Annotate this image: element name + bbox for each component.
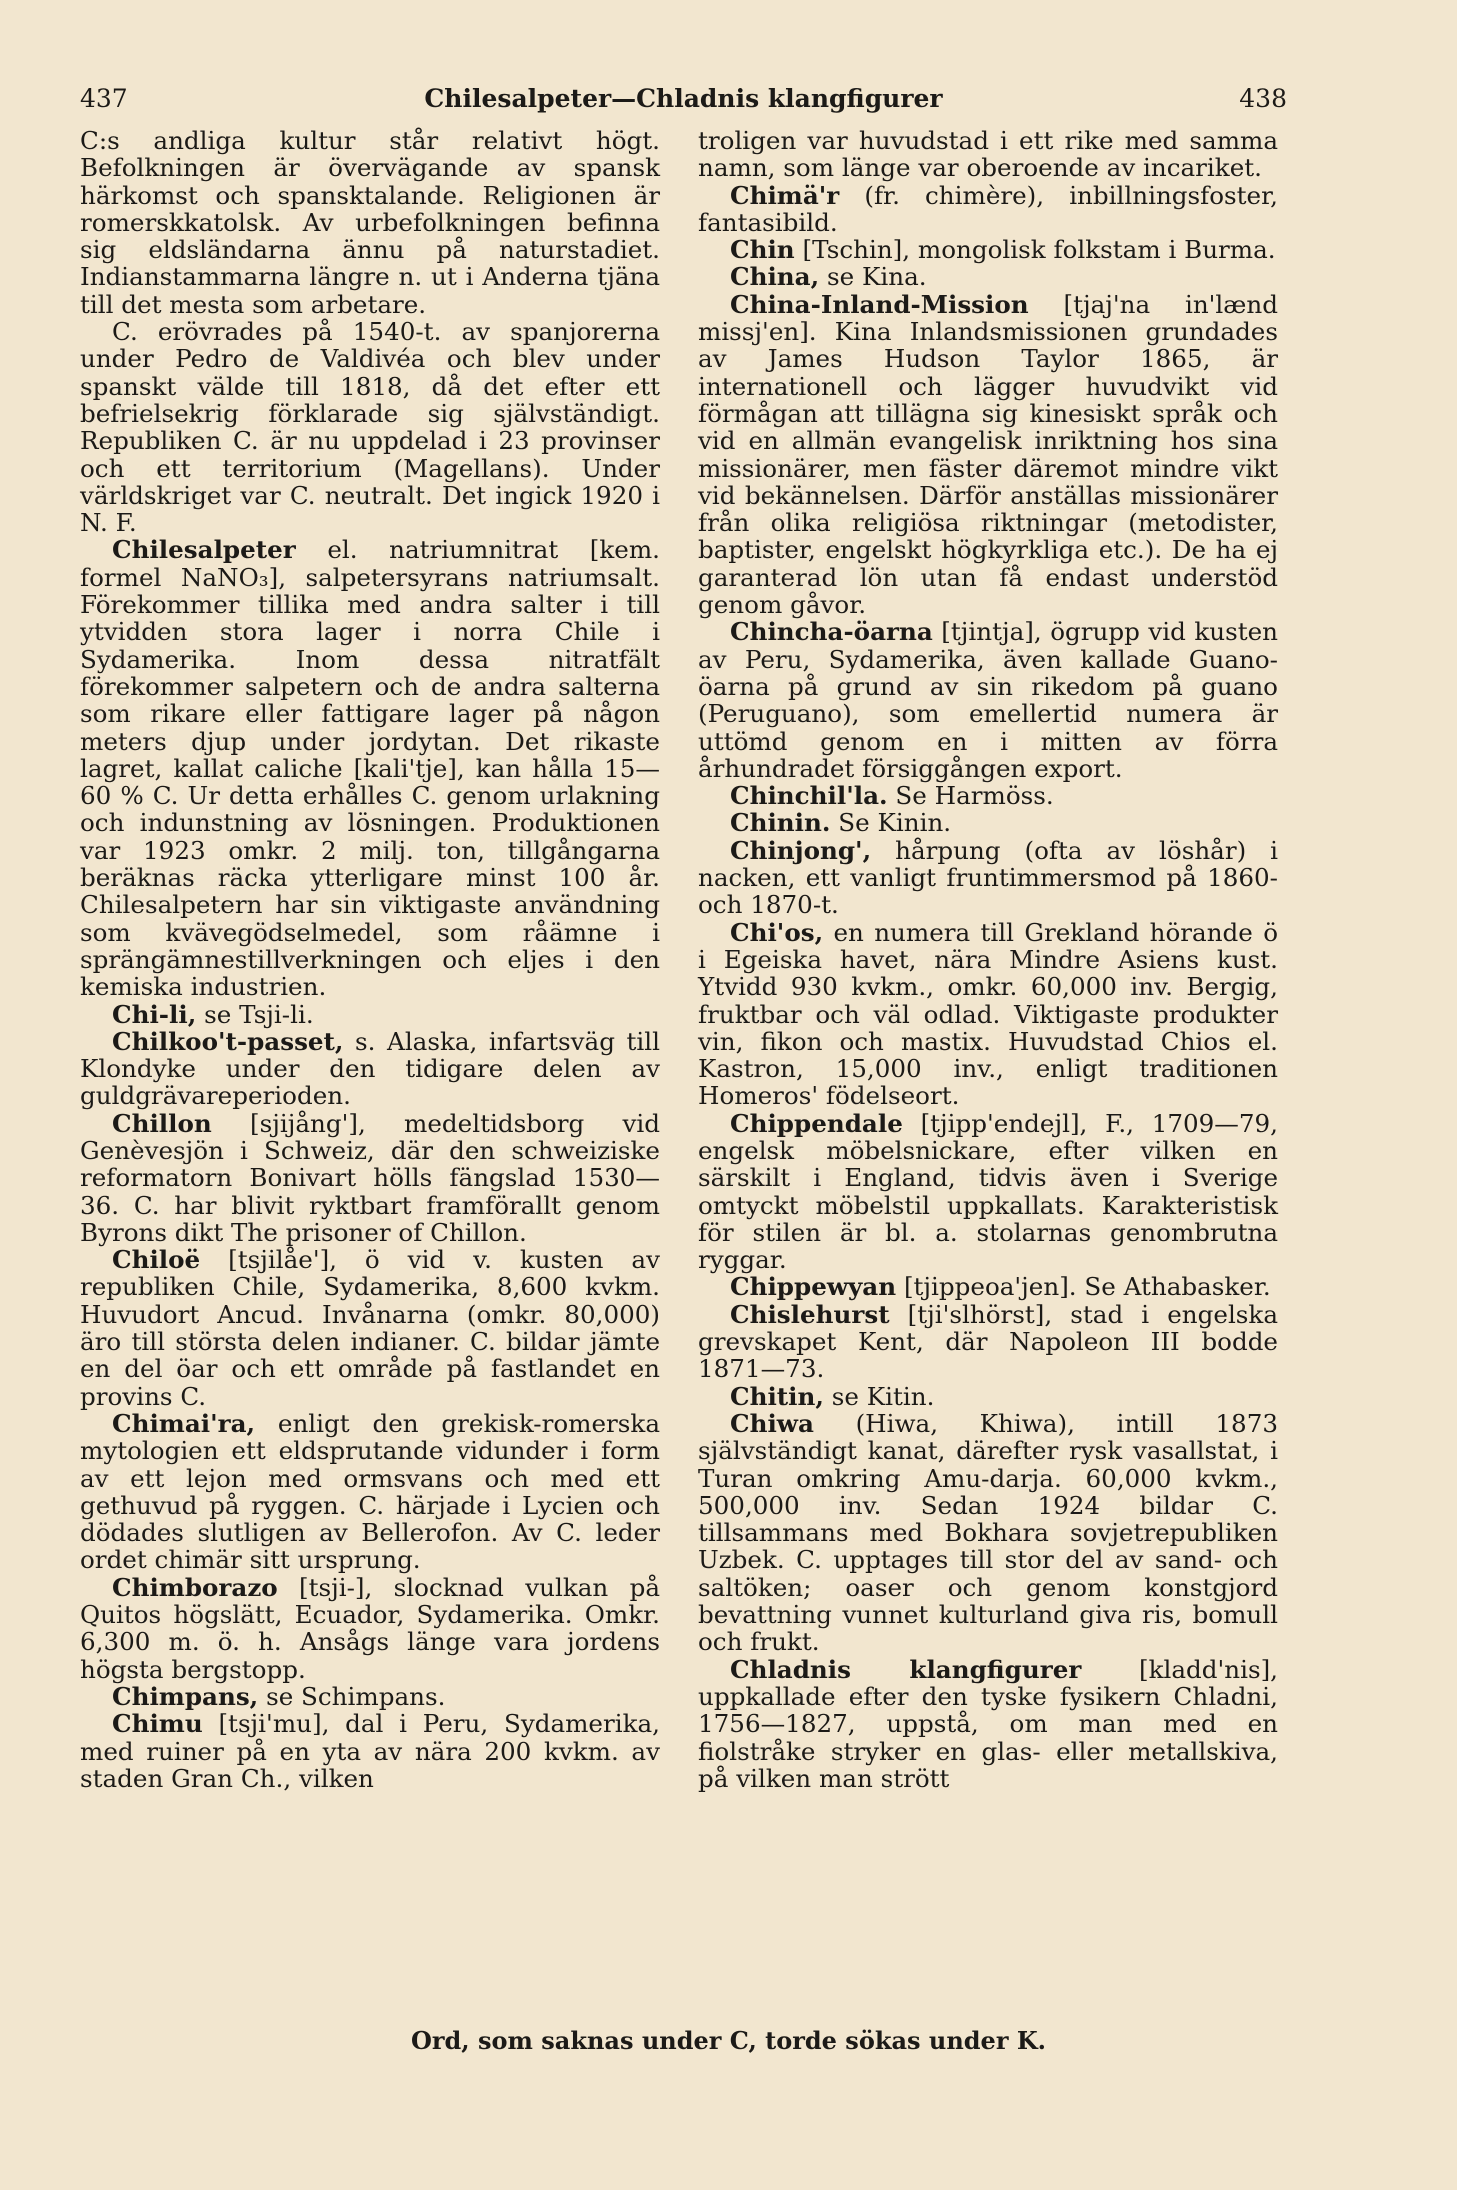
entry-text: enligt den grekisk-romerska mytologien ett eldsprutande vidunder i form av ett lejon med ormsvans och med ett gethuvud på ryggen. C. härjade i Lycien och dödades slutligen av Bellerofon. Av C. leder ordet chimär sitt ursprung.: [80, 1408, 660, 1575]
entry-text: [tsjilåe'], ö vid v. kusten av republiken Chile, Sydamerika, 8,600 kvkm. Huvudort Ancud. Invånarna (omkr. 80,000) äro till största delen indianer. C. bildar jämte en del öar och ett område på fastlandet en provins C.: [80, 1245, 660, 1411]
entry-text: [tjaj'na in'lænd missj'en]. Kina Inlandsmissionen grundades av James Hudson Taylor 1865, är internationell och lägger huvudvikt vid förmågan att tillägna sig kinesiskt språk och vid en allmän evangelisk inriktning hos sina missionärer, men fäster däremot mindre vikt vid bekännelsen. Därför anställas missionärer från olika religiösa riktningar (metodister, baptister, engelskt högkyrkliga etc.). De ha ej garanterad lön utan få endast understöd genom gåvor.: [698, 289, 1278, 620]
dictionary-entry: [698, 919, 1278, 1110]
dictionary-entry: [698, 1656, 1278, 1792]
entry-headword: Chimai'ra,: [112, 1408, 256, 1438]
entry-headword: China,: [730, 262, 820, 292]
entry-headword: Chinjong',: [730, 835, 872, 865]
dictionary-entry: [698, 618, 1278, 782]
dictionary-entry: [698, 236, 1278, 263]
dictionary-entry: [80, 1246, 660, 1410]
entry-headword: Chilesalpeter: [112, 535, 296, 565]
page-number-right: 438: [1239, 84, 1287, 113]
entry-headword: Chillon: [112, 1108, 212, 1138]
dictionary-entry: [80, 1574, 660, 1683]
dictionary-entry: [698, 291, 1278, 619]
entry-headword: Chippewyan: [730, 1272, 897, 1302]
entry-text: [tsji'mu], dal i Peru, Sydamerika, med ruiner på en yta av nära 200 kvkm. av staden Gran Ch., vilken: [80, 1709, 660, 1793]
dictionary-entry: [80, 536, 660, 1000]
entry-headword: Chislehurst: [730, 1299, 890, 1329]
dictionary-entry: [80, 1410, 660, 1574]
entry-headword: Chimä'r: [730, 180, 840, 210]
dictionary-entry: [698, 1410, 1278, 1656]
dictionary-entry: [698, 182, 1278, 237]
dictionary-entry: [698, 837, 1278, 919]
dictionary-entry: [80, 1683, 660, 1710]
entry-text: se Tsji-li.: [196, 999, 314, 1029]
entry-text: Se Kinin.: [830, 808, 952, 838]
entry-text: se Schimpans.: [258, 1681, 446, 1711]
dictionary-entry: [80, 1710, 660, 1792]
entry-text: hårpung (ofta av löshår) i nacken, ett vanligt fruntimmersmod på 1860- och 1870-t.: [698, 835, 1278, 920]
dictionary-entry: [80, 1001, 660, 1028]
entry-headword: Chladnis klangfigurer: [730, 1654, 1082, 1684]
entry-text: C:s andliga kultur står relativt högt. Befolkningen är övervägande av spansk härkomst och spansktalande. Religionen är romerskkatolsk. Av urbefolkningen befinna sig eldsländarna ännu på naturstadiet. Indianstammarna längre n. ut i Anderna tjäna till det mesta som arbetare.: [80, 126, 660, 319]
entry-headword: Chimpans,: [112, 1681, 259, 1711]
dictionary-entry: [698, 263, 1278, 290]
entry-headword: Chi'os,: [730, 917, 824, 947]
entry-text: troligen var huvudstad i ett rike med samma namn, som länge var oberoende av incariket.: [698, 126, 1278, 183]
dictionary-entry: [698, 1273, 1278, 1300]
dictionary-entry: [80, 1110, 660, 1246]
entry-headword: Chiloë: [112, 1245, 201, 1275]
entry-headword: Chimborazo: [112, 1572, 278, 1602]
entry-continuation: [80, 127, 660, 318]
dictionary-entry: [80, 1028, 660, 1110]
left-column: [80, 127, 660, 1792]
entry-headword: Chiwa: [730, 1408, 814, 1438]
entry-text: C. erövrades på 1540-t. av spanjorerna under Pedro de Valdivéa och blev under spanskt välde till 1818, då det efter ett befrielsekrig förklarade sig självständigt. Republiken C. är nu uppdelad i 23 provinser och ett territorium (Magellans). Under världskriget var C. neutralt. Det ingick 1920 i N. F.: [80, 317, 660, 538]
entry-text: [tsji-], slocknad vulkan på Quitos högslätt, Ecuador, Sydamerika. Omkr. 6,300 m. ö. h. Ansågs länge vara jordens högsta bergstopp.: [80, 1572, 660, 1684]
entry-text: [sjijång'], medeltidsborg vid Genèvesjön i Schweiz, där den schweiziske reformatorn Bonivart hölls fängslad 1530—36. C. har blivit ryktbart framförallt genom Byrons dikt The prisoner of Chillon.: [80, 1108, 660, 1247]
dictionary-entry: [698, 782, 1278, 809]
entry-headword: Chi-li,: [112, 999, 197, 1029]
entry-headword: Chinchil'la.: [730, 781, 888, 811]
entry-text: (Hiwa, Khiwa), intill 1873 självständigt kanat, därefter rysk vasallstat, i Turan omkring Amu-darja. 60,000 kvkm., 500,000 inv. Sedan 1924 bildar C. tillsammans med Bokhara sovjetrepubliken Uzbek. C. upptages till stor del av sand- och saltöken; oaser och genom konstgjord bevattning vunnet kulturland giva ris, bomull och frukt.: [698, 1408, 1278, 1657]
page-number-left: 437: [80, 84, 128, 113]
right-column: [698, 127, 1278, 1792]
entry-headword: China-Inland-Mission: [730, 289, 1029, 319]
page-header: [80, 84, 1287, 124]
entry-continuation: [698, 127, 1278, 182]
running-title: Chilesalpeter—Chladnis klangfigurer: [424, 84, 943, 113]
entry-text: en numera till Grekland hörande ö i Egeiska havet, nära Mindre Asiens kust. Ytvidd 930 kvkm., omkr. 60,000 inv. Bergig, fruktbar och väl odlad. Viktigaste produkter vin, fikon och mastix. Huvudstad Chios el. Kastron, 15,000 inv., enligt traditionen Homeros' födelseort.: [698, 917, 1278, 1111]
entry-headword: Chinin.: [730, 808, 831, 838]
entry-headword: Chitin,: [730, 1381, 824, 1411]
entry-text: [kladd'nis], uppkallade efter den tyske fysikern Chladni, 1756—1827, uppstå, om man med en fiolstråke stryker en glas- eller metallskiva, på vilken man strött: [698, 1654, 1278, 1793]
entry-continuation: [80, 318, 660, 536]
entry-text: se Kina.: [819, 262, 927, 292]
dictionary-entry: [698, 809, 1278, 836]
entry-text: [tjintja], ögrupp vid kusten av Peru, Sydamerika, även kallade Guano-öarna på grund av sin rikedom på guano (Peruguano), som emellertid numera är uttömd genom en i mitten av förra århundradet försiggången export.: [698, 617, 1278, 783]
entry-text: Se Harmöss.: [887, 781, 1054, 811]
dictionary-entry: [698, 1110, 1278, 1274]
dictionary-entry: [698, 1383, 1278, 1410]
entry-text: (fr. chimère), inbillningsfoster, fantasibild.: [698, 180, 1278, 237]
entry-headword: Chilkoo't-passet,: [112, 1026, 344, 1056]
dictionary-entry: [698, 1301, 1278, 1383]
entry-text: el. natriumnitrat [kem. formel NaNO₃], salpetersyrans natriumsalt. Förekommer tillika med andra salter i till ytvidden stora lager i norra Chile i Sydamerika. Inom dessa nitratfält förekommer salpetern och de andra salterna som rikare eller fattigare lager på någon meters djup under jordytan. Det rikaste lagret, kallat caliche [kali'tje], kan hålla 15—60 % C. Ur detta erhålles C. genom urlakning och indunstning av lösningen. Produktionen var 1923 omkr. 2 milj. ton, tillgångarna beräknas räcka ytterligare minst 100 år. Chilesalpetern har sin viktigaste användning som kvävegödselmedel, som råämne i sprängämnestillverkningen och eljes i den kemiska industrien.: [80, 535, 660, 1002]
footer-note: Ord, som saknas under C, torde sökas under K.: [410, 2026, 1047, 2055]
entry-text: [tjippeoa'jen]. Se Athabasker.: [896, 1272, 1271, 1302]
entry-text: [Tschin], mongolisk folkstam i Burma.: [794, 235, 1276, 265]
entry-headword: Chimu: [112, 1709, 203, 1739]
entry-headword: Chippendale: [730, 1108, 903, 1138]
entry-text: [tjipp'endejl], F., 1709—79, engelsk möbelsnickare, efter vilken en särskilt i England, tidvis även i Sverige omtyckt möbelstil uppkallats. Karakteristisk för stilen är bl. a. stolarnas genombrutna ryggar.: [698, 1108, 1278, 1275]
entry-headword: Chin: [730, 235, 795, 265]
entry-headword: Chincha-öarna: [730, 617, 933, 647]
entry-text: se Kitin.: [823, 1381, 935, 1411]
entry-text: s. Alaska, infartsväg till Klondyke under den tidigare delen av guldgrävareperioden.: [80, 1026, 660, 1111]
entry-text: [tji'slhörst], stad i engelska grevskapet Kent, där Napoleon III bodde 1871—73.: [698, 1299, 1278, 1384]
